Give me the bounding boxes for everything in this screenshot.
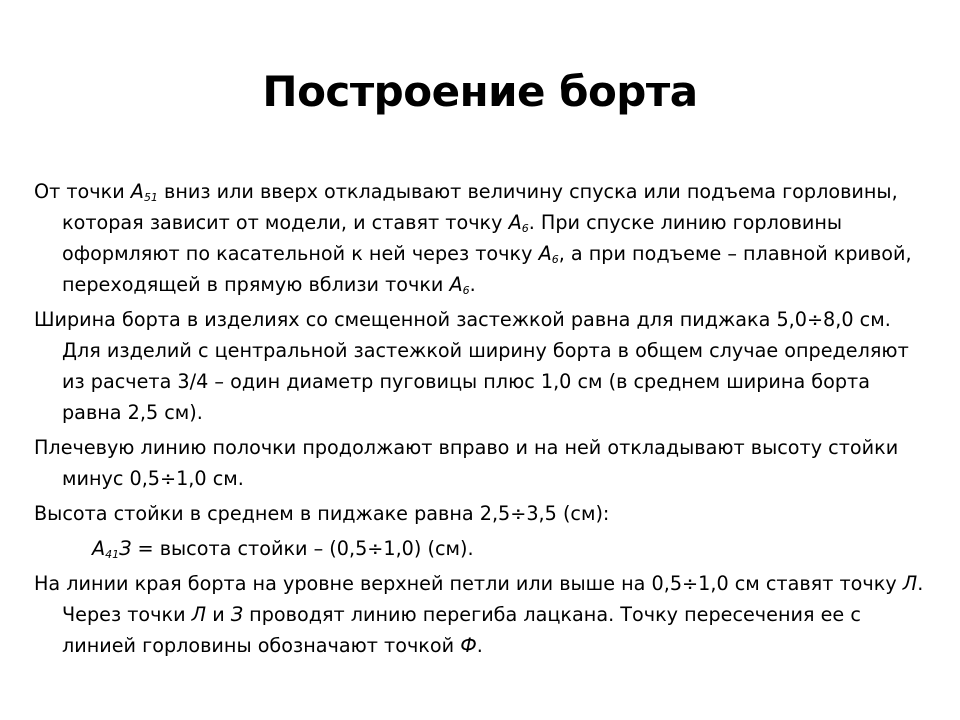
slide-body — [34, 176, 934, 665]
p1-text-e: . — [469, 273, 476, 296]
p1-text-c: . При спуске линию горловины оформляют по касательной к ней через точку — [62, 211, 843, 265]
point-l: Л — [902, 572, 918, 595]
point-a6: $А_6$ — [449, 273, 470, 297]
paragraph-4: Высота стойки в среднем в пиджаке равна 2,5÷3,5 (см): — [34, 502, 610, 525]
formula-text: = высота стойки – (0,5÷1,0) (см). — [131, 537, 474, 560]
point-z: З — [230, 603, 244, 626]
point-a6: $А_6$ — [508, 211, 529, 235]
p1-text-b: вниз или вверх откладывают величину спуска или подъема горловины, которая зависит от модели, и ставят точку — [62, 180, 898, 234]
paragraph-1 — [34, 176, 934, 300]
point-f: Ф — [460, 634, 477, 657]
formula-line — [34, 533, 934, 564]
point-a51: $А_{51}$ — [130, 180, 158, 204]
point-a6: $А_6$ — [538, 242, 559, 266]
paragraph-2: Ширина борта в изделиях со смещенной застежкой равна для пиджака 5,0÷8,0 см. Для изделий с центральной застежкой ширину борта в общем случае определяют из расчета 3/4 – один диаметр пуговицы плюс 1,0 см (в среднем ширина борта равна 2,5 см). — [34, 308, 909, 424]
p1-text-a: От точки — [34, 180, 131, 203]
paragraph-6: На линии края борта на уровне верхней петли или выше на 0,5÷1,0 см ставят точку Л. Через точки Л и З проводят линию перегиба лацкана. Точку пересечения ее с линией горловины обозначают точкой Ф. — [34, 572, 924, 657]
paragraph-3: Плечевую линию полочки продолжают вправо и на ней откладывают высоту стойки минус 0,5÷1,0 см. — [34, 436, 899, 490]
point-l: Л — [191, 603, 207, 626]
point-a41: $А_{41}З$ — [92, 537, 132, 561]
slide-title: Построение борта — [262, 67, 698, 116]
p1-text-d: , а при подъеме – плавной кривой, переходящей в прямую вблизи точки — [62, 242, 912, 296]
